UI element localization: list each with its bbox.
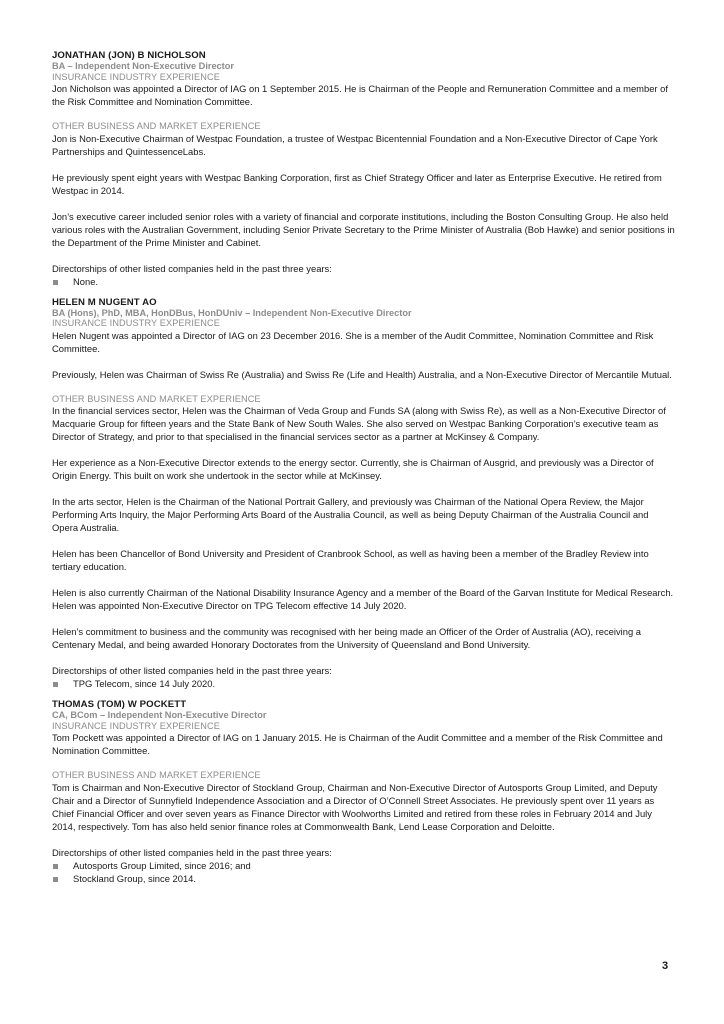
director-qualifications: CA, BCom – Independent Non-Executive Director: [52, 710, 267, 720]
other-paragraph: He previously spent eight years with Westpac Banking Corporation, first as Chief Strategy Officer and later as Enterprise Executive. He retired from Westpac in 2014.: [52, 171, 662, 196]
directorships-heading: Directorships of other listed companies held in the past three years:: [52, 846, 332, 858]
director-qualifications: BA (Hons), PhD, MBA, HonDBus, HonDUniv – Independent Non-Executive Director: [52, 307, 412, 318]
other-paragraph: Jon is Non-Executive Chairman of Westpac Foundation, a trustee of Westpac Bicentennial Foundation and a Non-Executive Director of Cape York Partnerships and QuintessenceLabs.: [52, 132, 658, 157]
bullet-square-icon: [53, 280, 58, 285]
other-experience-heading: OTHER BUSINESS AND MARKET EXPERIENCE: [52, 393, 261, 404]
list-item: TPG Telecom, since 14 July 2020.: [52, 677, 676, 690]
director-name: JONATHAN (JON) B NICHOLSON: [52, 50, 206, 61]
page-number: 3: [662, 960, 669, 972]
other-paragraph: Jon’s executive career included senior roles with a variety of financial and corporate institutions, including the Boston Consulting Group. He also held various roles with the Australian Government, including Senior Private Secretary to the Prime Minister of Australia (Bob Hawke) and senior positions in the Department of the Prime Minister and Cabinet.: [52, 210, 675, 248]
list-item: Stockland Group, since 2014.: [52, 872, 676, 885]
directorships-list: [52, 275, 676, 288]
director-name: HELEN M NUGENT AO: [52, 296, 157, 308]
bullet-square-icon: [53, 877, 58, 882]
directorships-list: [52, 859, 676, 885]
other-experience-heading: OTHER BUSINESS AND MARKET EXPERIENCE: [52, 121, 261, 131]
insurance-experience-heading: INSURANCE INDUSTRY EXPERIENCE: [52, 318, 220, 328]
other-paragraph: Tom is Chairman and Non-Executive Director of Stockland Group, Chairman and Non-Executive Director of Autosports Group Limited, and Deputy Chair and a Director of Sunnyfield Independence Association and a Director of O’Connell Street Associates. He previously spent over 11 years as Chief Financial Officer and over seven years as Finance Director with Woolworths Limited and retired from these roles in February 2014 and July 2014, respectively. Tom has also held senior finance roles at Commonwealth Bank, Lend Lease Corporation and Deloitte.: [52, 781, 658, 832]
other-paragraph: Helen is also currently Chairman of the National Disability Insurance Agency and a member of the Board of the Garvan Institute for Medical Research. Helen was appointed Non-Executive Director on TPG Telecom effective 14 July 2020.: [52, 587, 674, 611]
directorships-heading: Directorships of other listed companies held in the past three years:: [52, 262, 332, 274]
insurance-paragraph: Jon Nicholson was appointed a Director of IAG on 1 September 2015. He is Chairman of the People and Remuneration Committee and a member of the Risk Committee and Nomination Committee.: [52, 83, 668, 107]
director-profile: [52, 297, 676, 691]
list-item: None.: [52, 275, 676, 288]
director-name: THOMAS (TOM) W POCKETT: [52, 699, 187, 710]
insurance-experience-heading: INSURANCE INDUSTRY EXPERIENCE: [52, 71, 220, 82]
directorships-list: [52, 677, 676, 690]
director-qualifications: BA – Independent Non-Executive Director: [52, 61, 234, 71]
director-profile: [52, 50, 676, 288]
director-profile: [52, 699, 676, 885]
insurance-experience-heading: INSURANCE INDUSTRY EXPERIENCE: [52, 720, 220, 731]
other-paragraph: In the arts sector, Helen is the Chairman of the National Portrait Gallery, and previously was Chairman of the National Opera Review, the Major Performing Arts Inquiry, the Major Performing Arts Board of the Australia Council, as well as being Deputy Chairman of the Australia Council and Opera Australia.: [52, 496, 649, 533]
directorships-heading: Directorships of other listed companies held in the past three years:: [52, 665, 332, 676]
other-paragraph: Helen has been Chancellor of Bond University and President of Cranbrook School, as well as having been a member of the Bradley Review into tertiary education.: [52, 548, 649, 572]
document-page: [52, 50, 676, 885]
list-item: Autosports Group Limited, since 2016; and: [52, 859, 676, 872]
other-paragraph: In the financial services sector, Helen was the Chairman of Veda Group and Funds SA (along with Swiss Re), as well as a Non-Executive Director of Macquarie Group for fifteen years and the State Bank of New South Wales. She also served on Westpac Banking Corporation’s executive team as Director of Strategy, and prior to that specialised in the financial services sector as a partner at McKinsey & Company.: [52, 405, 666, 442]
insurance-paragraph: Previously, Helen was Chairman of Swiss Re (Australia) and Swiss Re (Life and Health) Australia, and a Non-Executive Director of Mercantile Mutual.: [52, 368, 672, 380]
insurance-paragraph: Helen Nugent was appointed a Director of IAG on 23 December 2016. She is a member of the Audit Committee, Nomination Committee and Risk Committee.: [52, 329, 654, 354]
other-paragraph: Her experience as a Non-Executive Director extends to the energy sector. Currently, she is Chairman of Ausgrid, and previously was a Director of Origin Energy. This built on work she undertook in the sector while at McKinsey.: [52, 457, 654, 481]
insurance-paragraph: Tom Pockett was appointed a Director of IAG on 1 January 2015. He is Chairman of the Audit Committee and a member of the Risk Committee and Nomination Committee.: [52, 732, 663, 756]
bullet-square-icon: [53, 682, 58, 687]
bullet-square-icon: [53, 864, 58, 869]
other-experience-heading: OTHER BUSINESS AND MARKET EXPERIENCE: [52, 770, 261, 780]
other-paragraph: Helen’s commitment to business and the community was recognised with her being made an Officer of the Order of Australia (AO), receiving a Centenary Medal, and being awarded Honorary Doctorates from the University of Queensland and Bond University.: [52, 626, 641, 650]
